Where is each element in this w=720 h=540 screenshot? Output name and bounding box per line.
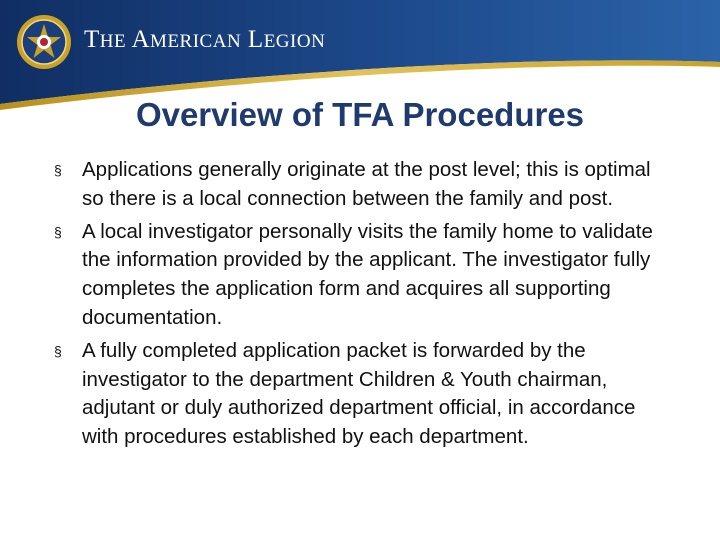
bullet-item [54, 218, 674, 333]
bullet-list [54, 156, 674, 456]
bullet-marker: § [54, 162, 62, 178]
american-legion-emblem-icon [16, 14, 72, 70]
bullet-marker: § [54, 342, 62, 359]
bullet-item [54, 156, 674, 214]
bullet-marker: § [54, 223, 62, 240]
org-name: THE AMERICAN LEGION [84, 26, 326, 53]
bullet-item [54, 337, 674, 452]
bullet-text: A fully completed application packet is forwarded by the investigator to the department Children & Youth chairman, adjutant or duly authorized department official, in accordance with procedures established by each department. [82, 338, 636, 449]
slide-title: Overview of TFA Procedures [135, 96, 585, 133]
bullet-text: Applications generally originate at the post level; this is optimal so there is a local connection between the family and post. [82, 158, 651, 210]
bullet-text: A local investigator personally visits the family home to validate the information provided by the applicant. The investigator fully completes the application form and acquires all supporting documentation. [82, 219, 653, 329]
